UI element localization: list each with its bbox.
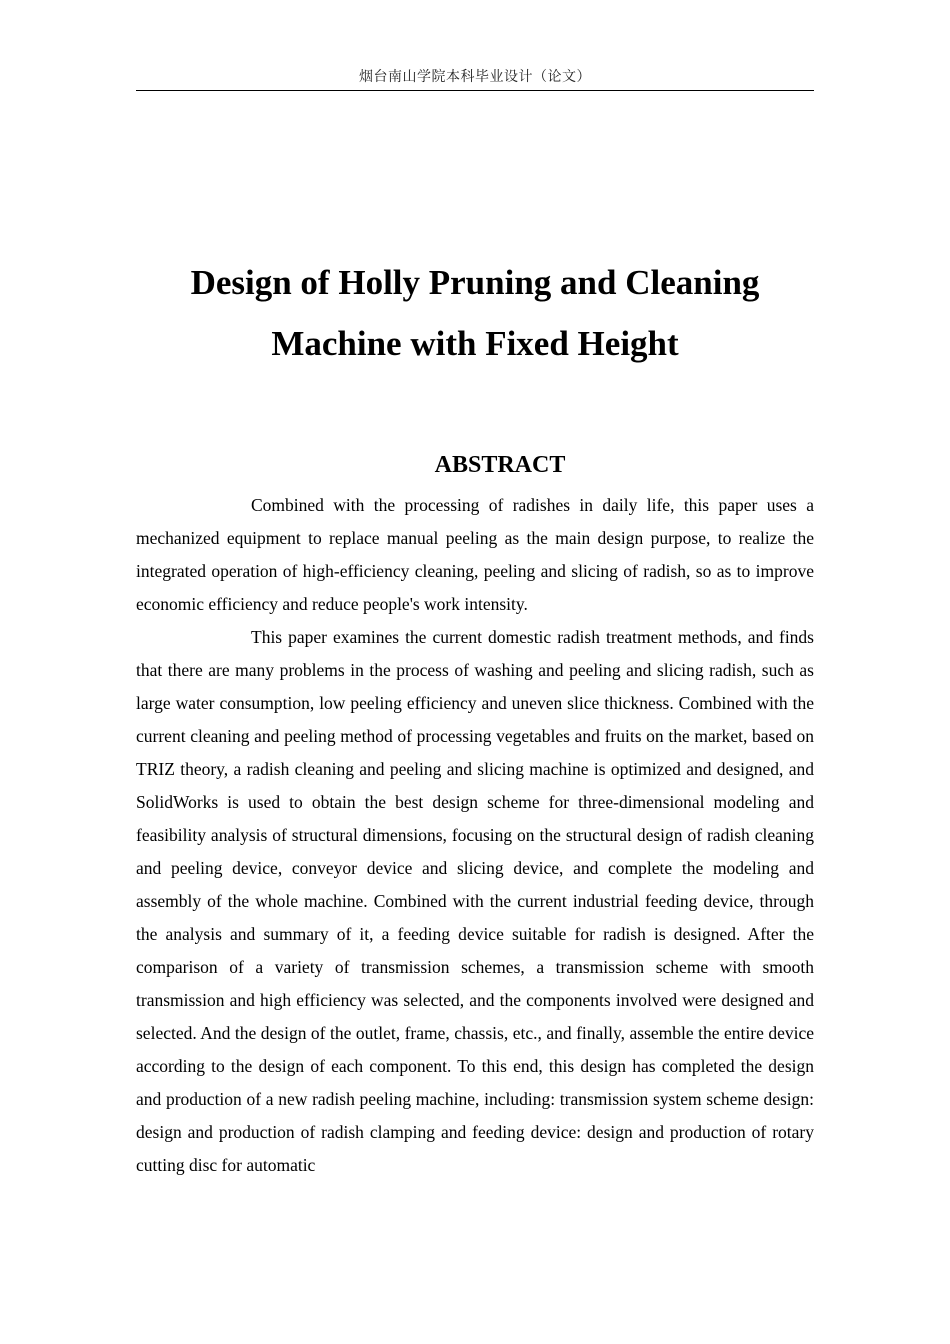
- abstract-paragraph-2: This paper examines the current domestic radish treatment methods, and finds that there are many problems in the process of washing and peeling and slicing radish, such as large water consumption, low peeling efficiency and uneven slice thickness. Combined with the current cleaning and peeling method of processing vegetables and fruits on the market, based on TRIZ theory, a radish cleaning and peeling and slicing machine is optimized and designed, and SolidWorks is used to obtain the best design scheme for three-dimensional modeling and feasibility analysis of structural dimensions, focusing on the structural design of radish cleaning and peeling device, conveyor device and slicing device, and complete the modeling and assembly of the whole machine. Combined with the current industrial feeding device, through the analysis and summary of it, a feeding device suitable for radish is designed. After the comparison of a variety of transmission schemes, a transmission scheme with smooth transmission and high efficiency was selected, and the components involved were designed and selected. And the design of the outlet, frame, chassis, etc., and finally, assemble the entire device according to the design of each component. To this end, this design has completed the design and production of a new radish peeling machine, including: transmission system scheme design: design and production of radish clamping and feeding device: design and production of rotary cutting disc for automatic: [136, 627, 814, 1175]
- thesis-title-line-1: Design of Holly Pruning and Cleaning: [190, 263, 760, 302]
- abstract-body: [136, 489, 814, 1182]
- abstract-heading: ABSTRACT: [434, 452, 566, 478]
- running-header: [136, 66, 814, 91]
- running-header-text: 烟台南山学院本科毕业设计（论文）: [359, 69, 591, 85]
- thesis-title: [136, 252, 814, 374]
- thesis-title-line-2: Machine with Fixed Height: [271, 324, 679, 363]
- abstract-paragraph-1: Combined with the processing of radishes in daily life, this paper uses a mechanized equipment to replace manual peeling as the main design purpose, to realize the integrated operation of high-efficiency cleaning, peeling and slicing of radish, so as to improve economic efficiency and reduce people's work intensity.: [136, 495, 814, 614]
